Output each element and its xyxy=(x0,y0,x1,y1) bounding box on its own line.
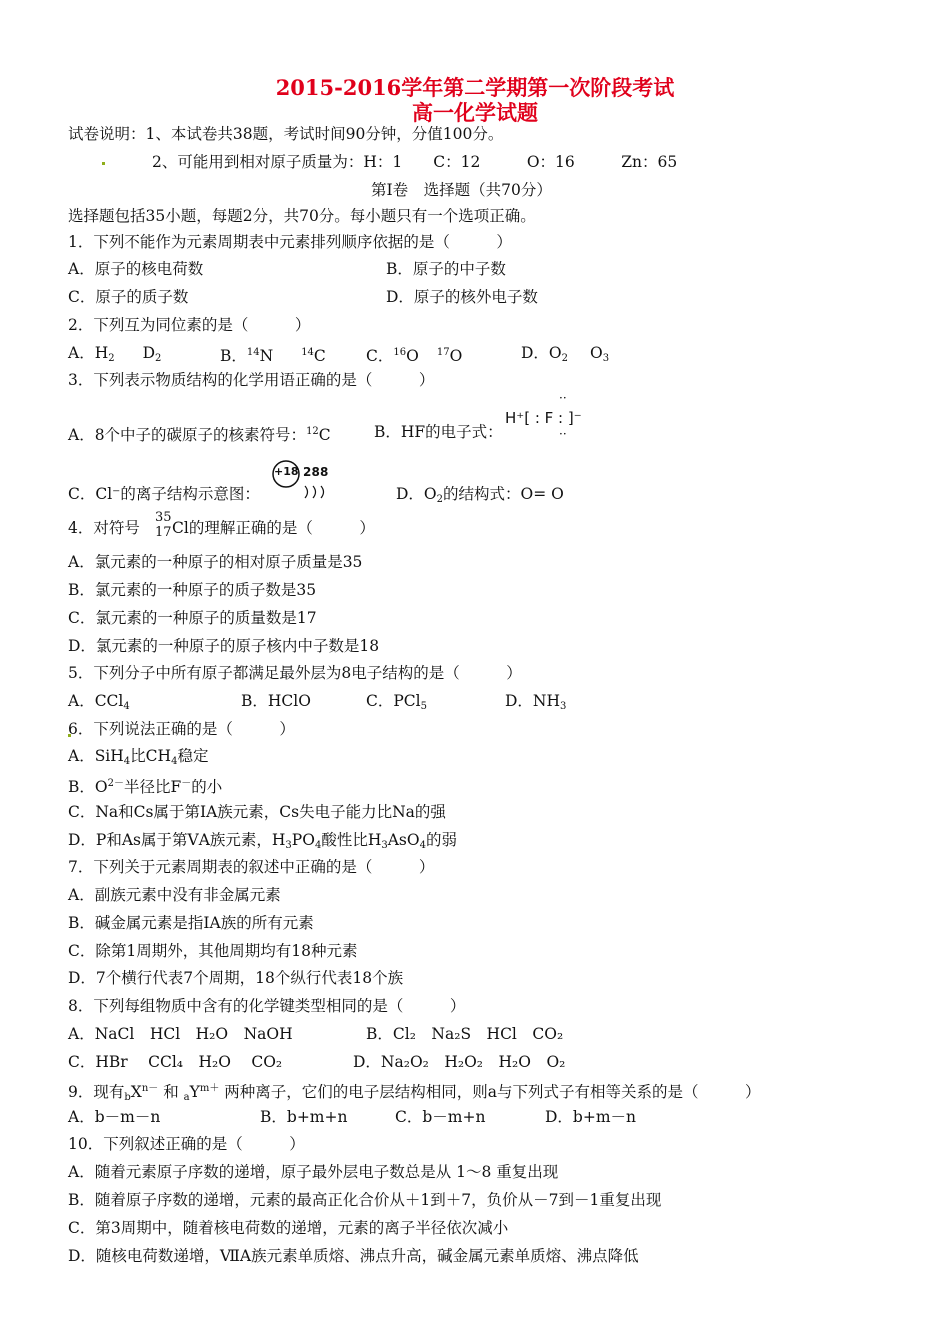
q5-stem: 5．下列分子中所有原子都满足最外层为8电子结构的是（ ） xyxy=(68,664,522,682)
electron-shells: 2 8 8 xyxy=(303,465,327,479)
q5-option-d: D．$NH_3$ xyxy=(505,692,567,712)
mass-number: 35 xyxy=(155,510,172,525)
q2-stem: 2．下列互为同位素的是（ ） xyxy=(68,316,311,334)
q6-option-d: D．P和As属于第ⅤA族元素，$H_3PO_4$酸性比$H_3AsO_4$的弱 xyxy=(68,831,457,851)
q9-option-c: C．b－m+n xyxy=(395,1108,486,1126)
q9-option-b: B．b+m+n xyxy=(260,1108,348,1126)
hf-electron-formula: H⁺[ : F : ]⁻ xyxy=(505,409,582,427)
q3-option-b: B．HF的电子式： xyxy=(374,423,503,441)
q5-option-b: B．HClO xyxy=(241,692,311,710)
q6-option-b: B．$O^{2-}$半径比F－的小 xyxy=(68,778,223,796)
q2-option-c: C．$^{16}$O $^{17}$O xyxy=(366,347,463,365)
q1-option-a: A．原子的核电荷数 xyxy=(68,260,204,278)
q6-option-a: A．SiH$_4$比$CH_4$稳定 xyxy=(68,747,209,767)
atomic-masses: 2、可能用到相对原子质量为：H：1 C：12 O：16 Zn：65 xyxy=(152,153,678,171)
q6-stem: 6．下列说法正确的是（ ） xyxy=(68,720,295,738)
q7-option-d: D．7个横行代表7个周期，18个纵行代表18个族 xyxy=(68,969,404,987)
q3-stem: 3．下列表示物质结构的化学用语正确的是（ ） xyxy=(68,371,435,389)
q2-option-d: D．$O_2$ $O_3$ xyxy=(521,344,610,364)
q4-option-a: A．氯元素的一种原子的相对原子质量是35 xyxy=(68,553,363,571)
q9-option-a: A．b－m－n xyxy=(68,1108,161,1126)
q9-option-d: D．b+m－n xyxy=(545,1108,637,1126)
q4-option-c: C．氯元素的一种原子的质量数是17 xyxy=(68,609,317,627)
q3-option-a: A．8个中子的碳原子的核素符号：$^{12}$C xyxy=(68,426,331,444)
q6-option-c: C．Na和Cs属于第ⅠA族元素，Cs失电子能力比Na的强 xyxy=(68,803,446,821)
q4-option-d: D．氯元素的一种原子的原子核内中子数是18 xyxy=(68,637,380,655)
q8-option-c: C．HBr CCl₄ H₂O CO₂ xyxy=(68,1053,283,1071)
section-heading: 第Ⅰ卷 选择题（共70分） xyxy=(371,181,552,199)
q3-option-c: C．Cl⁻的离子结构示意图： xyxy=(68,485,260,503)
q1-stem: 1．下列不能作为元素周期表中元素排列顺序依据的是（ ） xyxy=(68,233,512,251)
q5-option-c: C．PCl$_5$ xyxy=(366,692,427,712)
atomic-number: 17 xyxy=(155,525,172,540)
nucleus-charge: +18 xyxy=(274,465,299,478)
q10-option-b: B．随着原子序数的递增，元素的最高正化合价从＋1到＋7，负价从－7到－1重复出现 xyxy=(68,1191,662,1209)
q2-option-a: A．$H_2$ $D_2$ xyxy=(68,344,162,364)
electron-dots-top: ·· xyxy=(559,391,567,405)
q10-option-d: D．随核电荷数递增，ⅦA族元素单质熔、沸点升高，碱金属元素单质熔、沸点降低 xyxy=(68,1247,639,1265)
q8-option-d: D．Na₂O₂ H₂O₂ H₂O O₂ xyxy=(353,1053,566,1071)
q2-option-b: B．$^{14}$N $^{14}$C xyxy=(220,347,326,365)
q8-option-a: A．NaCl HCl H₂O NaOH xyxy=(68,1025,293,1043)
q1-option-d: D．原子的核外电子数 xyxy=(386,288,538,306)
q7-option-a: A．副族元素中没有非金属元素 xyxy=(68,886,281,904)
marker-dot xyxy=(102,162,105,165)
q7-stem: 7．下列关于元素周期表的叙述中正确的是（ ） xyxy=(68,858,435,876)
q1-option-b: B．原子的中子数 xyxy=(386,260,506,278)
q10-option-a: A．随着元素原子序数的递增，原子最外层电子数总是从 1～8 重复出现 xyxy=(68,1163,559,1181)
electron-dots-bottom: ·· xyxy=(559,427,567,441)
q3-option-d: D．$O_2$的结构式：O= O xyxy=(396,485,564,505)
exam-subtitle: 高一化学试题 xyxy=(412,100,538,125)
q5-option-a: A．CCl$_4$ xyxy=(68,692,130,712)
q10-option-c: C．第3周期中，随着核电荷数的递增，元素的离子半径依次减小 xyxy=(68,1219,509,1237)
exam-title: 2015-2016学年第二学期第一次阶段考试 xyxy=(275,75,675,100)
q1-option-c: C．原子的质子数 xyxy=(68,288,189,306)
q4-stem-prefix: 4．对符号 xyxy=(68,519,140,537)
q7-option-c: C．除第1周期外，其他周期均有18种元素 xyxy=(68,942,358,960)
q8-option-b: B．Cl₂ Na₂S HCl CO₂ xyxy=(366,1025,564,1043)
q4-stem: Cl的理解正确的是（ ） xyxy=(172,519,375,537)
q7-option-b: B．碱金属元素是指ⅠA族的所有元素 xyxy=(68,914,314,932)
exam-instructions: 试卷说明：1、本试卷共38题，考试时间90分钟，分值100分。 xyxy=(68,125,504,143)
q8-stem: 8．下列每组物质中含有的化学键类型相同的是（ ） xyxy=(68,997,466,1015)
q9-stem: 9．现有$_bX^{n-}$ 和 $_aY^{m+}$ 两种离子，它们的电子层结构相同，则a与下列式子有相等关系的是（ ） xyxy=(68,1083,761,1103)
q10-stem: 10．下列叙述正确的是（ ） xyxy=(68,1135,305,1153)
q4-option-b: B．氯元素的一种原子的质子数是35 xyxy=(68,581,317,599)
section-instructions: 选择题包括35小题，每题2分，共70分。每小题只有一个选项正确。 xyxy=(68,207,536,225)
